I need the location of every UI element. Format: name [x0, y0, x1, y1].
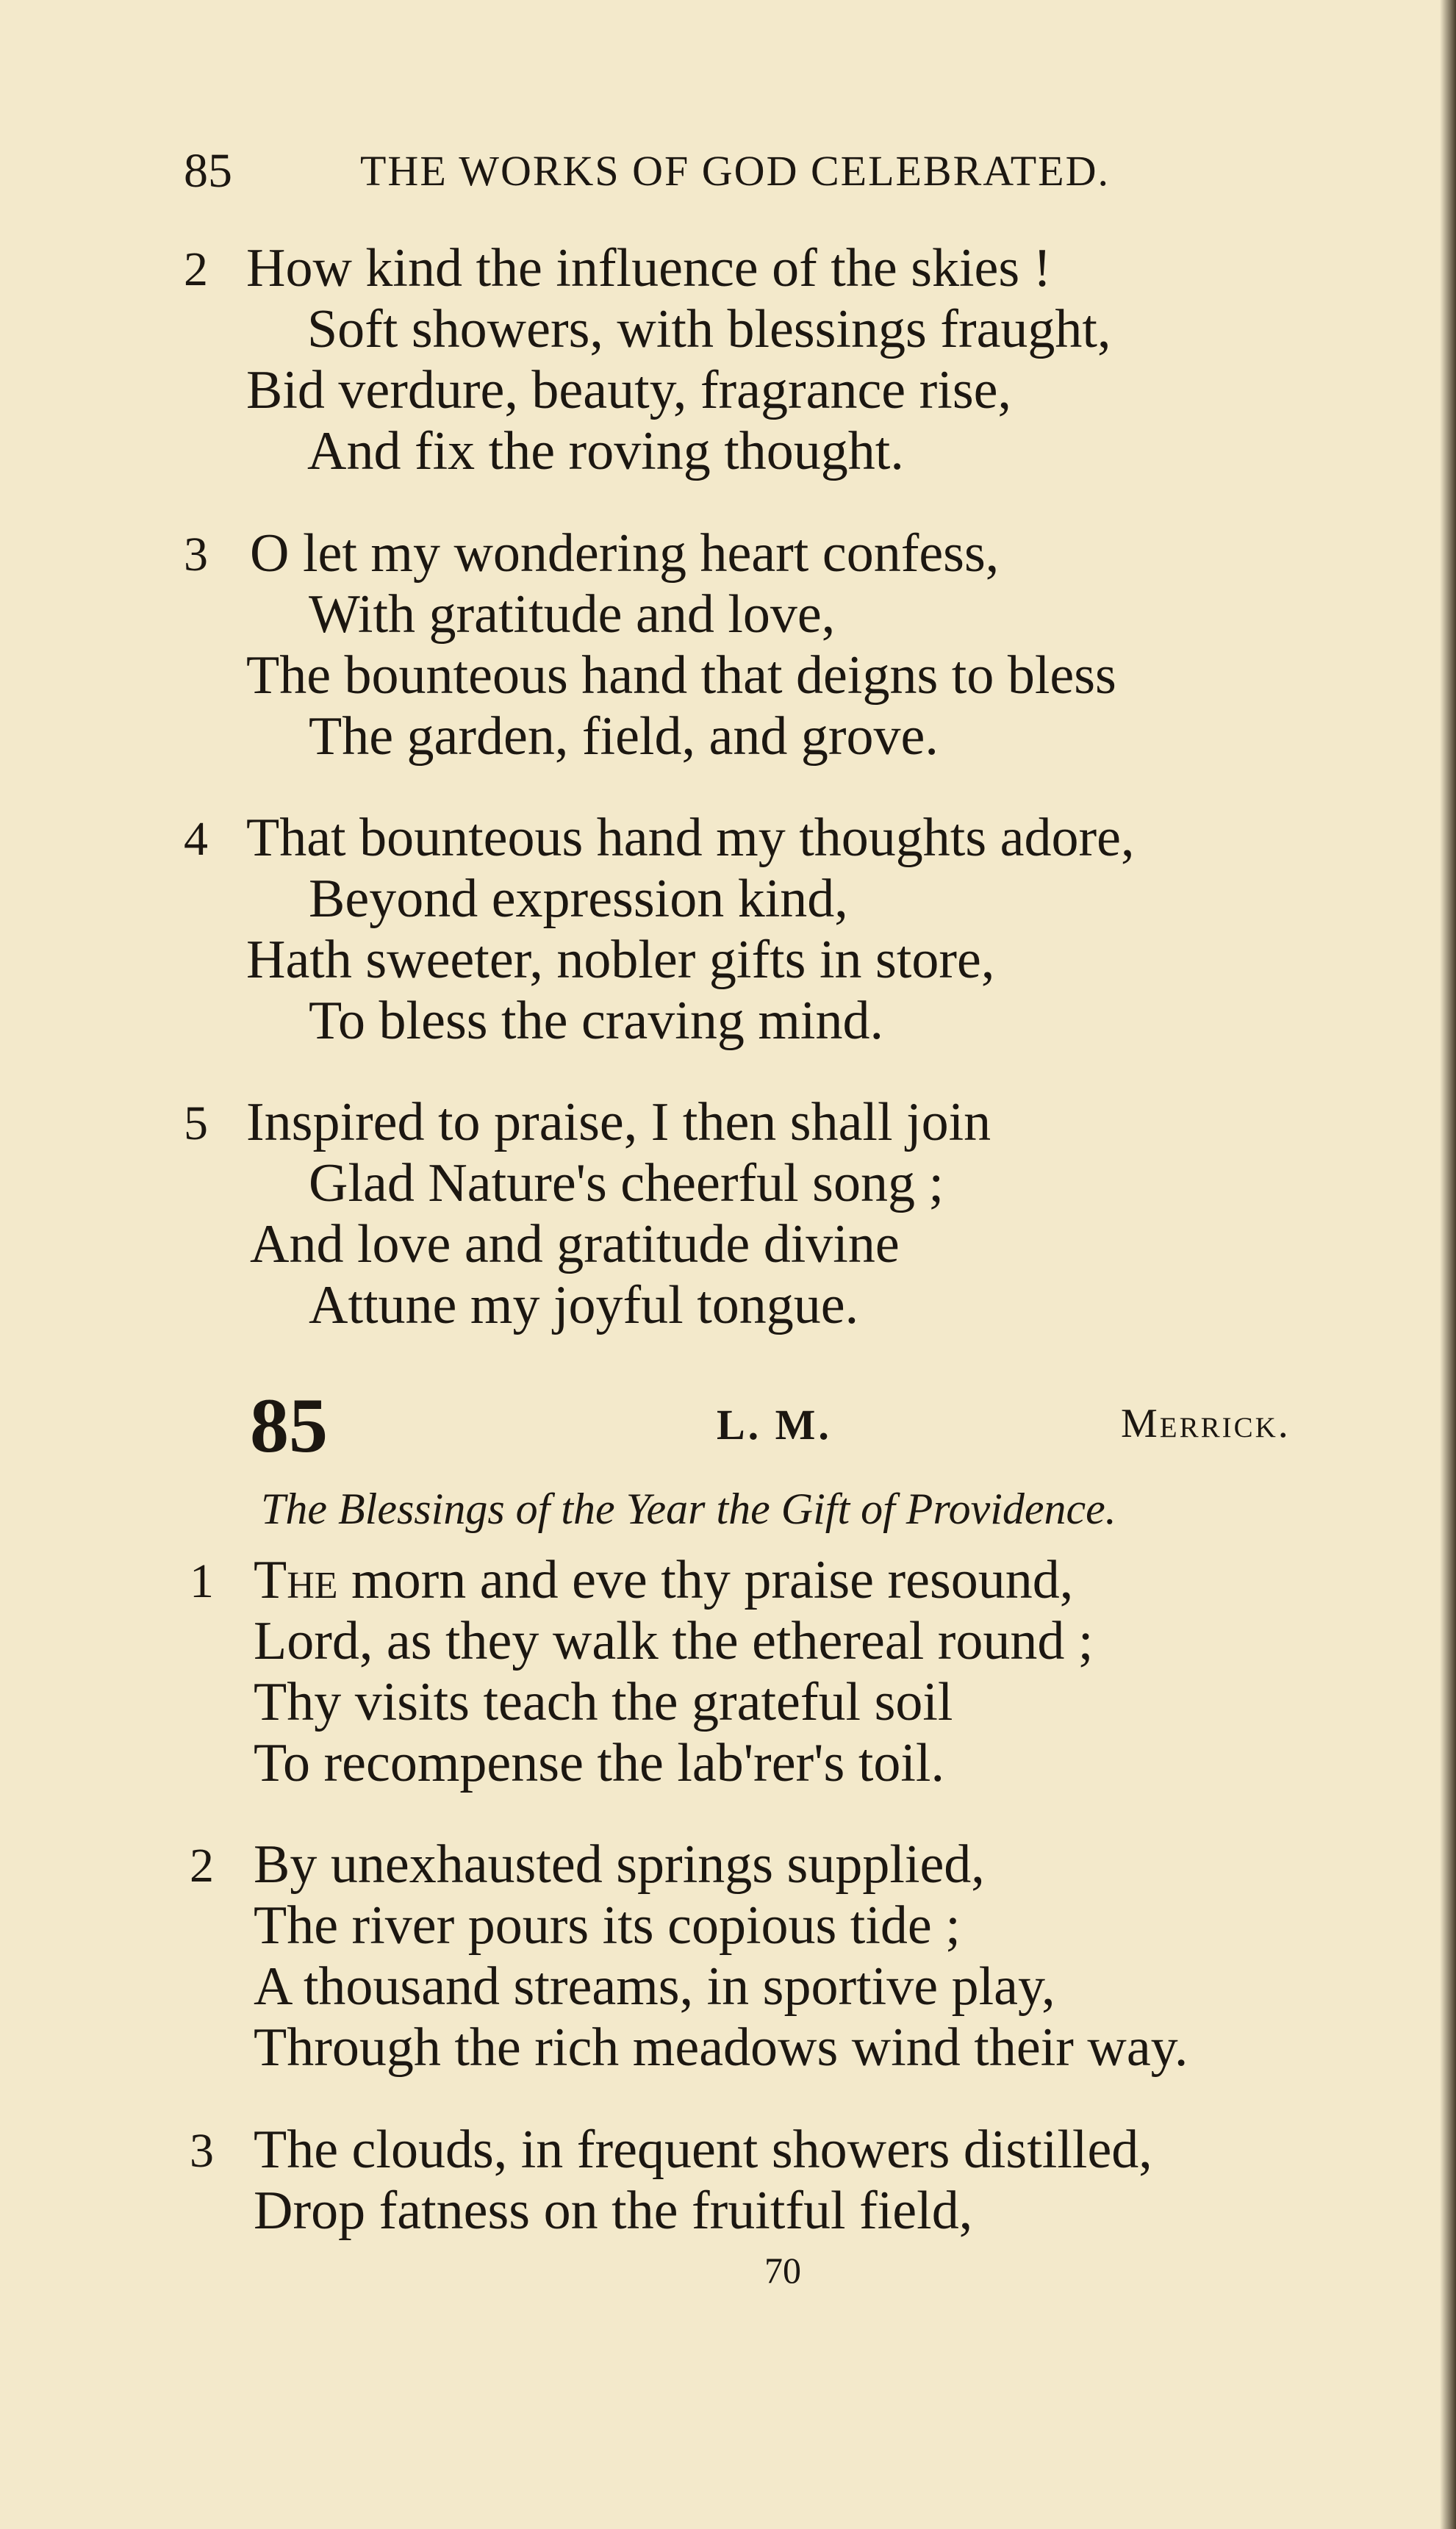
- hymn-number: 85: [250, 1382, 328, 1468]
- verse-number: 3: [190, 2124, 214, 2178]
- verse-line: Bid verdure, beauty, fragrance rise,: [246, 360, 1011, 420]
- verse-line: The bounteous hand that deigns to bless: [246, 645, 1116, 706]
- hymn-meter: L. M.: [717, 1401, 832, 1449]
- verse-number: 4: [184, 812, 208, 866]
- verse-line: And fix the roving thought.: [307, 421, 904, 481]
- verse-line: Thy visits teach the grateful soil: [254, 1672, 953, 1732]
- verse-line: [254, 1549, 1073, 1611]
- first-line-rest: morn and eve thy praise resound,: [337, 1550, 1074, 1610]
- verse-line: Soft showers, with blessings fraught,: [307, 299, 1111, 359]
- hymn-header: [0, 1382, 1456, 1468]
- verse-line: Drop fatness on the fruitful field,: [254, 2181, 973, 2241]
- running-head-page-number: 85: [184, 144, 232, 198]
- verse-line: Glad Nature's cheerful song ;: [309, 1153, 944, 1213]
- verse-line: Hath sweeter, nobler gifts in store,: [246, 930, 995, 990]
- first-word-small-caps: The: [254, 1550, 338, 1610]
- verse-line: O let my wondering heart confess,: [250, 523, 1000, 584]
- verse-line: Inspired to praise, I then shall join: [246, 1092, 991, 1152]
- verse-line: That bounteous hand my thoughts adore,: [246, 808, 1135, 868]
- running-head-title: THE WORKS OF GOD CELEBRATED.: [360, 147, 1110, 195]
- verse-line: Beyond expression kind,: [309, 869, 848, 929]
- hymn-composer: Merrick.: [1121, 1401, 1291, 1446]
- verse-number: 2: [190, 1839, 214, 1893]
- verse-line: How kind the influence of the skies !: [246, 238, 1052, 298]
- verse-line: Lord, as they walk the ethereal round ;: [254, 1611, 1094, 1671]
- verse-line: By unexhausted springs supplied,: [254, 1834, 985, 1895]
- verse-line: With gratitude and love,: [309, 584, 836, 645]
- folio-number: 70: [764, 2250, 801, 2291]
- hymn-subtitle: The Blessings of the Year the Gift of Providence.: [261, 1485, 1116, 1533]
- verse-line: To recompense the lab'rer's toil.: [254, 1733, 944, 1793]
- verse-number: 1: [190, 1554, 214, 1608]
- verse-line: A thousand streams, in sportive play,: [254, 1956, 1055, 2017]
- verse-number: 3: [184, 528, 208, 581]
- page-edge-shadow: [1440, 0, 1456, 2529]
- verse-number: 2: [184, 243, 208, 296]
- verse-line: To bless the craving mind.: [309, 991, 883, 1051]
- verse-line: The clouds, in frequent showers distilled,: [254, 2120, 1152, 2180]
- verse-line: The garden, field, and grove.: [309, 706, 939, 767]
- verse-number: 5: [184, 1097, 208, 1150]
- verse-line: Through the rich meadows wind their way.: [254, 2017, 1188, 2078]
- verse-line: And love and gratitude divine: [250, 1214, 900, 1274]
- verse-line: Attune my joyful tongue.: [309, 1275, 859, 1335]
- running-head: [184, 143, 1227, 202]
- verse-line: The river pours its copious tide ;: [254, 1895, 961, 1956]
